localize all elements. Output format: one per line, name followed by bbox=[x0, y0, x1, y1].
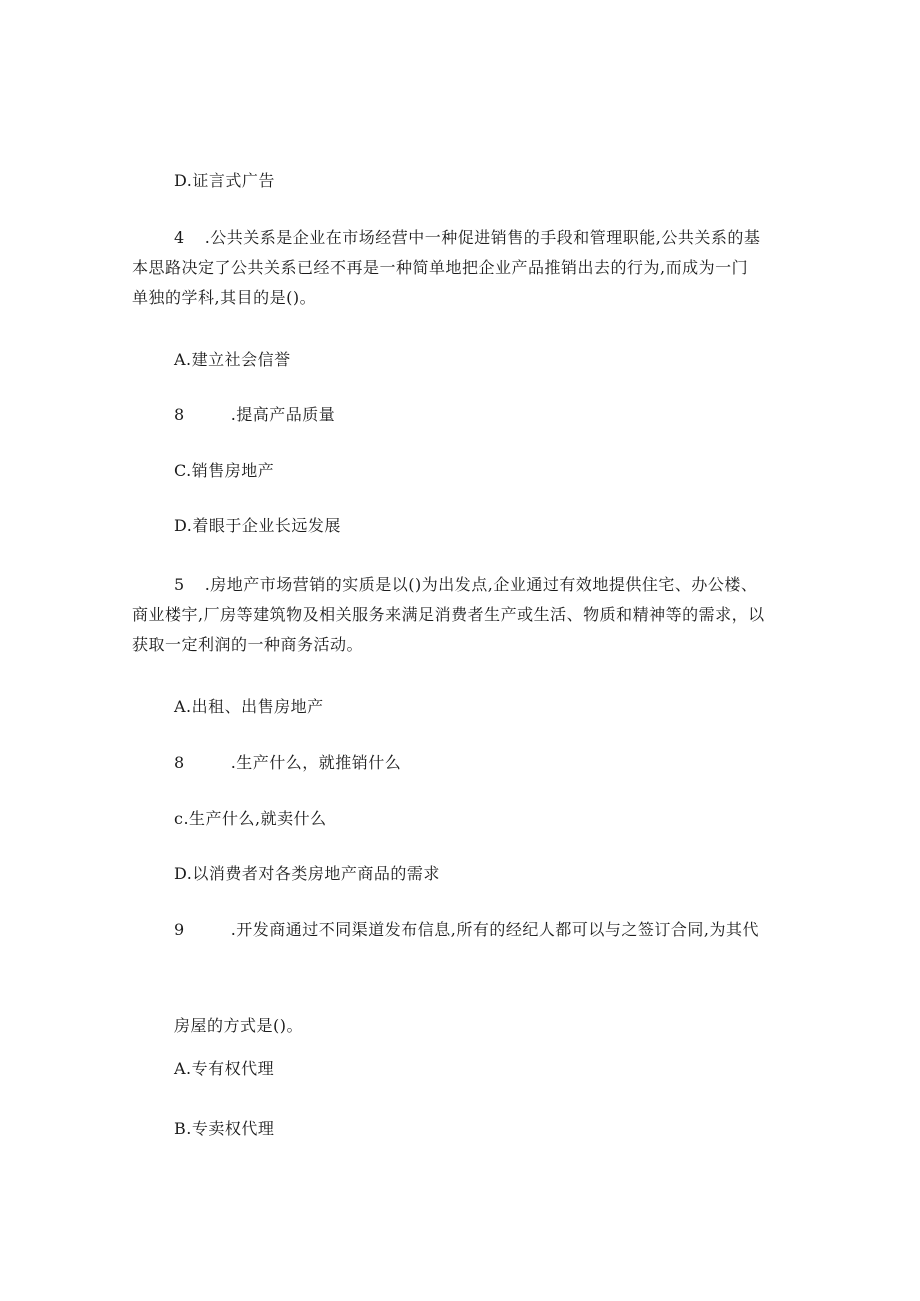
q5-stem-line-3: 获取一定利润的一种商务活动。 bbox=[132, 635, 364, 654]
q4-option-b-text: .提高产品质量 bbox=[230, 405, 336, 424]
q6-line-1-text: .开发商通过不同渠道发布信息,所有的经纪人都可以与之签订合同,为其代 bbox=[230, 920, 759, 939]
q6-stem-line-2: 房屋的方式是()。 bbox=[174, 1016, 303, 1035]
q5-stem-line-1 bbox=[132, 575, 812, 595]
q4-stem-line-1 bbox=[132, 228, 812, 248]
q4-line-1-text: .公共关系是企业在市场经营中一种促进销售的手段和管理职能,公共关系的基 bbox=[204, 228, 761, 247]
q4-option-c: C.销售房地产 bbox=[174, 461, 275, 480]
q5-stem bbox=[132, 575, 812, 665]
q5-stem-line-2: 商业楼宇,厂房等建筑物及相关服务来满足消费者生产或生活、物质和精神等的需求，以 bbox=[132, 605, 765, 624]
q5-number: 5 bbox=[174, 575, 185, 594]
q6-option-a: A.专有权代理 bbox=[174, 1059, 275, 1078]
q4-option-b-number: 8 bbox=[174, 405, 185, 424]
q6-stem-line-1 bbox=[174, 920, 759, 940]
q5-option-a: A.出租、出售房地产 bbox=[174, 697, 324, 716]
q6-option-b: B.专卖权代理 bbox=[174, 1119, 275, 1138]
q5-option-b bbox=[174, 753, 401, 773]
q5-option-b-number: 8 bbox=[174, 753, 185, 772]
q4-option-d: D.着眼于企业长远发展 bbox=[174, 516, 341, 535]
q4-option-a: A.建立社会信誉 bbox=[174, 350, 291, 369]
q3-option-d: D.证言式广告 bbox=[174, 171, 275, 190]
q4-option-b bbox=[174, 405, 335, 425]
q4-number: 4 bbox=[174, 228, 185, 247]
q5-option-d: D.以消费者对各类房地产商品的需求 bbox=[174, 864, 440, 883]
q5-option-c: c.生产什么,就卖什么 bbox=[174, 809, 327, 828]
q4-stem-line-2: 本思路决定了公共关系已经不再是一种简单地把企业产品推销出去的行为,而成为一门 bbox=[132, 258, 749, 277]
q4-stem bbox=[132, 228, 812, 318]
q5-line-1-text: .房地产市场营销的实质是以()为出发点,企业通过有效地提供住宅、办公楼、 bbox=[204, 575, 758, 594]
q6-number: 9 bbox=[174, 920, 185, 939]
q4-stem-line-3: 单独的学科,其目的是()。 bbox=[132, 288, 317, 307]
q5-option-b-text: .生产什么，就推销什么 bbox=[230, 753, 402, 772]
